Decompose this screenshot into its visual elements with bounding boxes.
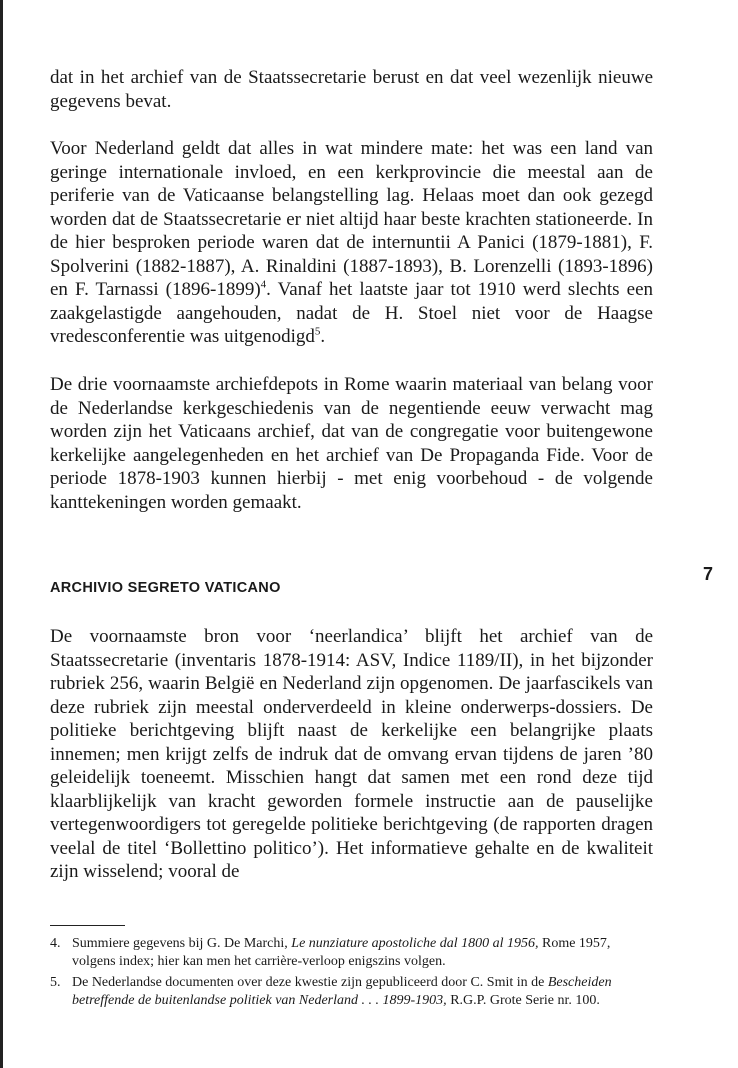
footnote-text bbox=[72, 974, 650, 1009]
page-number: 7 bbox=[703, 564, 714, 584]
footnote-text-part: Rome 1957, volgens index; hier kan men het carrière-verloop enigszins volgen. bbox=[72, 936, 611, 969]
paragraph-text: De drie voornaamste archiefdepots in Rome waarin materiaal van belang voor de Nederlandse kerkgeschiedenis van de negentiende eeuw verwacht mag worden zijn het Vaticaans archief, dat van de congregatie voor buitengewone kerkelijke aangelegenheden en het archief van De Propaganda Fide. Voor de periode 1878-1903 kunnen hierbij - met enig voorbehoud - de volgende kanttekeningen worden gemaakt. bbox=[50, 374, 653, 513]
footnote-number: 4. bbox=[50, 936, 61, 951]
paragraph-text: De voornaamste bron voor ‘neerlandica’ blijft het archief van de Staatssecretarie (inventaris 1878-1914: ASV, Indice 1189/II), in het bijzonder rubriek 256, waarin België en Nederland zijn opgenomen. De jaarfascikels van deze rubriek zijn meestal onderverdeeld in kleine onderwerps-dossiers. De politieke berichtgeving blijft naast de kerkelijke een belangrijke plaats innemen; men krijgt zelfs de indruk dat de omvang ervan tijdens de jaren ’80 geleidelijk toeneemt. Misschien hangt dat samen met een rond deze tijd klaarblijkelijk van kracht geworden formele instructie aan de pauselijke vertegenwoordigers tot geregelde politieke berichtgeving (de rapporten dragen veelal de titel ‘Bollettino politico’). Het informatieve gehalte en de kwaliteit zijn wisselend; vooral de bbox=[50, 626, 653, 882]
paragraph-text-part: Voor Nederland geldt dat alles in wat mindere mate: het was een land van geringe internationale invloed, en een kerkprovincie die meestal aan de periferie van de Vaticaanse belangstelling lag. Helaas moet dan ook gezegd worden dat de Staatssecretarie er niet altijd haar beste krachten stationeerde. In de hier besproken periode waren dat de internuntii A Panici (1879-1881), F. Spolverini (1882-1887), A. Rinaldini (1887-1893), B. Lorenzelli (1893-1896) en F. Tarnassi (1896-1899) bbox=[50, 138, 653, 300]
paragraph-nederland bbox=[50, 137, 653, 349]
paragraph-text: dat in het archief van de Staatssecretarie berust en dat veel wezenlijk nieuwe gegevens bevat. bbox=[50, 67, 653, 112]
footnote-text-part: R.G.P. Grote Serie nr. 100. bbox=[446, 992, 600, 1008]
paragraph-archivio bbox=[50, 625, 653, 884]
footnote-text-part: De Nederlandse documenten over deze kwestie zijn gepubliceerd door C. Smit in de bbox=[72, 975, 548, 990]
section-heading: ARCHIVIO SEGRETO VATICANO bbox=[50, 580, 281, 596]
paragraph-continuation bbox=[50, 66, 653, 113]
paragraph-archiefdepots bbox=[50, 373, 653, 514]
footnote-5 bbox=[50, 974, 650, 1009]
footnote-ref-5[interactable]: 5 bbox=[314, 325, 321, 338]
footnote-title: Le nunziature apostoliche dal 1800 al 1956, bbox=[291, 936, 539, 951]
footnote-number: 5. bbox=[50, 975, 61, 990]
footnote-text-part: Summiere gegevens bij G. De Marchi, bbox=[72, 936, 292, 951]
footnote-ref-4[interactable]: 4 bbox=[260, 278, 267, 291]
paragraph-text bbox=[50, 137, 653, 349]
footnotes bbox=[50, 935, 650, 1013]
page-edge-rule bbox=[0, 0, 3, 1068]
footnote-divider bbox=[50, 925, 125, 926]
footnote-title: Bescheiden betreffende de buitenlandse politiek van Nederland . . . 1899-1903, bbox=[72, 975, 612, 1008]
footnote-text bbox=[72, 935, 650, 970]
footnote-4 bbox=[50, 935, 650, 970]
paragraph-text-part: . bbox=[320, 326, 326, 347]
paragraph-text-part: . Vanaf het laatste jaar tot 1910 werd slechts een zaakgelastigde aangehouden, nadat de H. Stoel niet voor de Haagse vredesconferentie was uitgenodigd bbox=[50, 279, 654, 347]
